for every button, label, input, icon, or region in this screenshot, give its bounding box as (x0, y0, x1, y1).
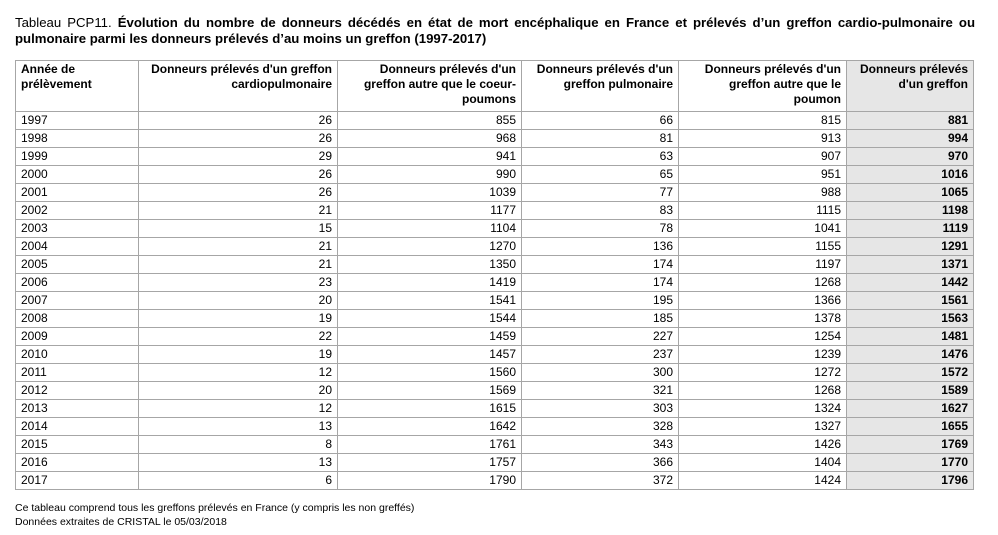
cell-annee: 1997 (16, 112, 139, 130)
cell-cardiopulmonaire: 15 (139, 220, 338, 238)
cell-total-greffon: 1065 (847, 184, 974, 202)
table-row (16, 328, 974, 346)
cell-autre-coeur-poumons: 1419 (338, 274, 522, 292)
cell-annee: 2016 (16, 454, 139, 472)
cell-annee: 2011 (16, 364, 139, 382)
cell-total-greffon: 1119 (847, 220, 974, 238)
cell-cardiopulmonaire: 26 (139, 184, 338, 202)
footnote-source: Données extraites de CRISTAL le 05/03/2018 (15, 516, 227, 528)
cell-autre-coeur-poumons: 1615 (338, 400, 522, 418)
cell-autre-poumon: 815 (679, 112, 847, 130)
cell-annee: 2004 (16, 238, 139, 256)
table-row (16, 166, 974, 184)
cell-annee: 1998 (16, 130, 139, 148)
cell-cardiopulmonaire: 26 (139, 166, 338, 184)
cell-autre-coeur-poumons: 1642 (338, 418, 522, 436)
cell-cardiopulmonaire: 19 (139, 346, 338, 364)
cell-cardiopulmonaire: 26 (139, 112, 338, 130)
cell-total-greffon: 1476 (847, 346, 974, 364)
cell-autre-poumon: 913 (679, 130, 847, 148)
cell-autre-coeur-poumons: 1350 (338, 256, 522, 274)
cell-annee: 2006 (16, 274, 139, 292)
table-row (16, 148, 974, 166)
cell-pulmonaire: 174 (522, 274, 679, 292)
cell-total-greffon: 1198 (847, 202, 974, 220)
table-row (16, 112, 974, 130)
cell-pulmonaire: 300 (522, 364, 679, 382)
cell-cardiopulmonaire: 13 (139, 418, 338, 436)
cell-autre-coeur-poumons: 941 (338, 148, 522, 166)
cell-total-greffon: 1291 (847, 238, 974, 256)
table-caption-lead: Tableau PCP11. (15, 15, 112, 30)
header-annee: Année de prélèvement (16, 61, 139, 112)
header-autre-coeur-poumons: Donneurs prélevés d'un greffon autre que le coeur-poumons (338, 61, 522, 112)
cell-autre-coeur-poumons: 1270 (338, 238, 522, 256)
cell-annee: 2015 (16, 436, 139, 454)
cell-total-greffon: 1589 (847, 382, 974, 400)
cell-autre-coeur-poumons: 1560 (338, 364, 522, 382)
cell-annee: 2001 (16, 184, 139, 202)
cell-autre-poumon: 1327 (679, 418, 847, 436)
cell-total-greffon: 1572 (847, 364, 974, 382)
table-row (16, 454, 974, 472)
cell-autre-coeur-poumons: 1457 (338, 346, 522, 364)
table-body (16, 112, 974, 490)
cell-pulmonaire: 372 (522, 472, 679, 490)
cell-autre-poumon: 988 (679, 184, 847, 202)
cell-pulmonaire: 77 (522, 184, 679, 202)
table-row (16, 274, 974, 292)
cell-autre-coeur-poumons: 1459 (338, 328, 522, 346)
table-row (16, 220, 974, 238)
table-row (16, 202, 974, 220)
table-row (16, 364, 974, 382)
cell-total-greffon: 1796 (847, 472, 974, 490)
cell-autre-poumon: 907 (679, 148, 847, 166)
cell-cardiopulmonaire: 6 (139, 472, 338, 490)
cell-cardiopulmonaire: 29 (139, 148, 338, 166)
table-caption (15, 15, 975, 47)
cell-pulmonaire: 63 (522, 148, 679, 166)
cell-total-greffon: 1769 (847, 436, 974, 454)
table-caption-text: Évolution du nombre de donneurs décédés en état de mort encéphalique en France et prélevés d’un greffon cardio-pulmonaire ou pulmonaire parmi les donneurs prélevés d’au moins un greffon (1997-2017) (15, 15, 975, 46)
cell-cardiopulmonaire: 21 (139, 238, 338, 256)
cell-total-greffon: 1016 (847, 166, 974, 184)
cell-cardiopulmonaire: 23 (139, 274, 338, 292)
cell-annee: 2008 (16, 310, 139, 328)
cell-pulmonaire: 195 (522, 292, 679, 310)
cell-cardiopulmonaire: 21 (139, 256, 338, 274)
cell-pulmonaire: 78 (522, 220, 679, 238)
cell-pulmonaire: 83 (522, 202, 679, 220)
cell-total-greffon: 1655 (847, 418, 974, 436)
cell-annee: 2002 (16, 202, 139, 220)
cell-total-greffon: 1770 (847, 454, 974, 472)
cell-pulmonaire: 303 (522, 400, 679, 418)
cell-autre-poumon: 1197 (679, 256, 847, 274)
cell-autre-poumon: 1115 (679, 202, 847, 220)
header-cardiopulmonaire: Donneurs prélevés d'un greffon cardiopulmonaire (139, 61, 338, 112)
cell-autre-poumon: 1272 (679, 364, 847, 382)
cell-autre-coeur-poumons: 1544 (338, 310, 522, 328)
cell-total-greffon: 1563 (847, 310, 974, 328)
cell-annee: 2013 (16, 400, 139, 418)
cell-total-greffon: 1561 (847, 292, 974, 310)
cell-autre-coeur-poumons: 1541 (338, 292, 522, 310)
cell-cardiopulmonaire: 13 (139, 454, 338, 472)
cell-autre-poumon: 1268 (679, 382, 847, 400)
cell-cardiopulmonaire: 20 (139, 382, 338, 400)
table-header-row (16, 61, 974, 112)
header-autre-poumon: Donneurs prélevés d'un greffon autre que le poumon (679, 61, 847, 112)
cell-pulmonaire: 237 (522, 346, 679, 364)
cell-autre-coeur-poumons: 1177 (338, 202, 522, 220)
cell-total-greffon: 1371 (847, 256, 974, 274)
header-total-greffon: Donneurs prélevés d'un greffon (847, 61, 974, 112)
cell-pulmonaire: 328 (522, 418, 679, 436)
cell-autre-coeur-poumons: 1104 (338, 220, 522, 238)
cell-annee: 2009 (16, 328, 139, 346)
cell-autre-poumon: 1254 (679, 328, 847, 346)
cell-cardiopulmonaire: 19 (139, 310, 338, 328)
cell-pulmonaire: 227 (522, 328, 679, 346)
cell-annee: 2007 (16, 292, 139, 310)
table-row (16, 400, 974, 418)
cell-annee: 2010 (16, 346, 139, 364)
cell-pulmonaire: 174 (522, 256, 679, 274)
cell-annee: 2000 (16, 166, 139, 184)
footnote-scope: Ce tableau comprend tous les greffons prélevés en France (y compris les non greffés) (15, 502, 415, 514)
cell-cardiopulmonaire: 22 (139, 328, 338, 346)
cell-autre-poumon: 1426 (679, 436, 847, 454)
cell-total-greffon: 1481 (847, 328, 974, 346)
cell-pulmonaire: 366 (522, 454, 679, 472)
cell-pulmonaire: 343 (522, 436, 679, 454)
cell-annee: 2003 (16, 220, 139, 238)
cell-pulmonaire: 81 (522, 130, 679, 148)
header-pulmonaire: Donneurs prélevés d'un greffon pulmonaire (522, 61, 679, 112)
cell-annee: 2014 (16, 418, 139, 436)
table-row (16, 238, 974, 256)
cell-autre-poumon: 1378 (679, 310, 847, 328)
cell-total-greffon: 881 (847, 112, 974, 130)
table-row (16, 256, 974, 274)
table-row (16, 382, 974, 400)
cell-cardiopulmonaire: 20 (139, 292, 338, 310)
cell-annee: 2012 (16, 382, 139, 400)
cell-pulmonaire: 65 (522, 166, 679, 184)
cell-autre-poumon: 1404 (679, 454, 847, 472)
cell-autre-coeur-poumons: 1039 (338, 184, 522, 202)
cell-annee: 2017 (16, 472, 139, 490)
table-row (16, 418, 974, 436)
table-row (16, 436, 974, 454)
cell-annee: 1999 (16, 148, 139, 166)
cell-cardiopulmonaire: 8 (139, 436, 338, 454)
table-row (16, 130, 974, 148)
cell-autre-coeur-poumons: 1761 (338, 436, 522, 454)
cell-autre-coeur-poumons: 855 (338, 112, 522, 130)
data-table (15, 60, 974, 490)
cell-autre-poumon: 1155 (679, 238, 847, 256)
cell-autre-coeur-poumons: 990 (338, 166, 522, 184)
cell-pulmonaire: 185 (522, 310, 679, 328)
cell-pulmonaire: 321 (522, 382, 679, 400)
cell-autre-poumon: 1268 (679, 274, 847, 292)
table-row (16, 184, 974, 202)
cell-pulmonaire: 66 (522, 112, 679, 130)
footnotes (15, 501, 414, 529)
cell-pulmonaire: 136 (522, 238, 679, 256)
cell-cardiopulmonaire: 21 (139, 202, 338, 220)
cell-total-greffon: 1442 (847, 274, 974, 292)
cell-autre-poumon: 1366 (679, 292, 847, 310)
table-row (16, 472, 974, 490)
cell-annee: 2005 (16, 256, 139, 274)
table-row (16, 346, 974, 364)
cell-autre-poumon: 1324 (679, 400, 847, 418)
cell-total-greffon: 1627 (847, 400, 974, 418)
table-row (16, 292, 974, 310)
cell-autre-coeur-poumons: 1757 (338, 454, 522, 472)
cell-autre-coeur-poumons: 968 (338, 130, 522, 148)
cell-cardiopulmonaire: 12 (139, 364, 338, 382)
cell-autre-poumon: 1424 (679, 472, 847, 490)
cell-autre-poumon: 951 (679, 166, 847, 184)
cell-total-greffon: 970 (847, 148, 974, 166)
cell-autre-poumon: 1239 (679, 346, 847, 364)
cell-autre-coeur-poumons: 1569 (338, 382, 522, 400)
table-row (16, 310, 974, 328)
cell-cardiopulmonaire: 12 (139, 400, 338, 418)
cell-total-greffon: 994 (847, 130, 974, 148)
cell-cardiopulmonaire: 26 (139, 130, 338, 148)
cell-autre-coeur-poumons: 1790 (338, 472, 522, 490)
cell-autre-poumon: 1041 (679, 220, 847, 238)
